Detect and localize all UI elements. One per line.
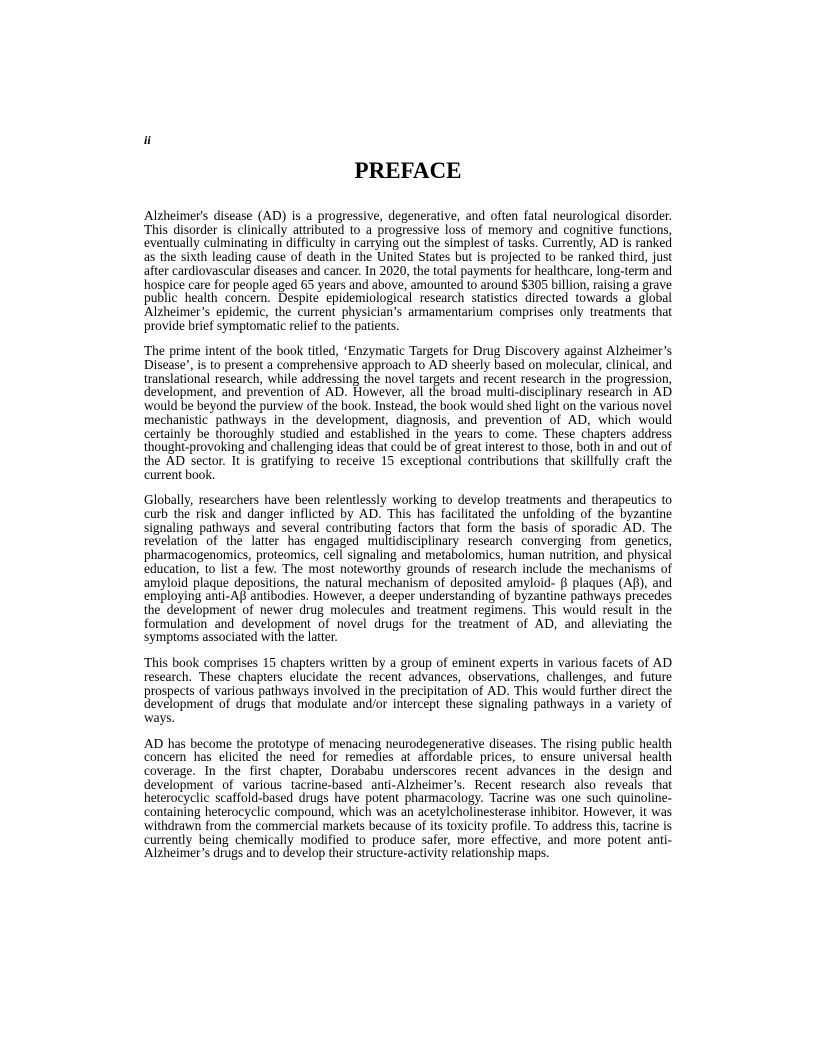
page-number: ii [144,133,151,147]
paragraph: The prime intent of the book titled, ‘Enzymatic Targets for Drug Discovery against Alzheimer’s Disease’, is to present a comprehensive approach to AD sheerly based on molecular, clinical, and translational research, while addressing the novel targets and recent research in the progression, development, and prevention of AD. However, all the broad multi-disciplinary research in AD would be beyond the purview of the book. Instead, the book would shed light on the various novel mechanistic pathways in the development, diagnosis, and prevention of AD, which would certainly be thoroughly studied and established in the years to come. These chapters address thought-provoking and challenging ideas that could be of great interest to those, both in and out of the AD sector. It is gratifying to receive 15 exceptional contributions that skillfully craft the current book. [144,343,672,482]
paragraph: Globally, researchers have been relentlessly working to develop treatments and therapeutics to curb the risk and danger inflicted by AD. This has facilitated the unfolding of the byzantine signaling pathways and several contributing factors that form the basis of sporadic AD. The revelation of the latter has engaged multidisciplinary research converging from genetics, pharmacogenomics, proteomics, cell signaling and metabolomics, human nutrition, and physical education, to list a few. The most noteworthy grounds of research include the mechanisms of amyloid plaque depositions, the natural mechanism of deposited amyloid- β plaques (Aβ), and employing anti-Aβ antibodies. However, a deeper understanding of byzantine pathways precedes the development of newer drug molecules and treatment regimens. This would result in the formulation and development of novel drugs for the treatment of AD, and alleviating the symptoms associated with the latter. [144,492,672,645]
paragraph: AD has become the prototype of menacing neurodegenerative diseases. The rising public health concern has elicited the need for remedies at affordable prices, to ensure universal health coverage. In the first chapter, Dorababu underscores recent advances in the design and development of various tacrine-based anti-Alzheimer’s. Recent research also reveals that heterocyclic scaffold-based drugs have potent pharmacology. Tacrine was one such quinoline-containing heterocyclic compound, which was an acetylcholinesterase inhibitor. However, it was withdrawn from the commercial markets because of its toxicity profile. To address this, tacrine is currently being chemically modified to produce safer, more effective, and more potent anti-Alzheimer’s drugs and to develop their structure-activity relationship maps. [144,735,672,861]
page-title: PREFACE [354,158,462,183]
paragraph: This book comprises 15 chapters written by a group of eminent experts in various facets of AD research. These chapters elucidate the recent advances, observations, challenges, and future prospects of various pathways involved in the precipitation of AD. This would further direct the development of drugs that modulate and/or intercept these signaling pathways in a variety of ways. [144,655,672,725]
preface-body [144,209,672,872]
paragraph: Alzheimer's disease (AD) is a progressive, degenerative, and often fatal neurological disorder. This disorder is clinically attributed to a progressive loss of memory and cognitive functions, eventually culminating in difficulty in carrying out the simplest of tasks. Currently, AD is ranked as the sixth leading cause of death in the United States but is projected to be ranked third, just after cardiovascular diseases and cancer. In 2020, the total payments for healthcare, long-term and hospice care for people aged 65 years and above, amounted to around $305 billion, raising a grave public health concern. Despite epidemiological research statistics directed towards a global Alzheimer’s epidemic, the current physician’s armamentarium comprises only treatments that provide brief symptomatic relief to the patients. [144,208,672,333]
